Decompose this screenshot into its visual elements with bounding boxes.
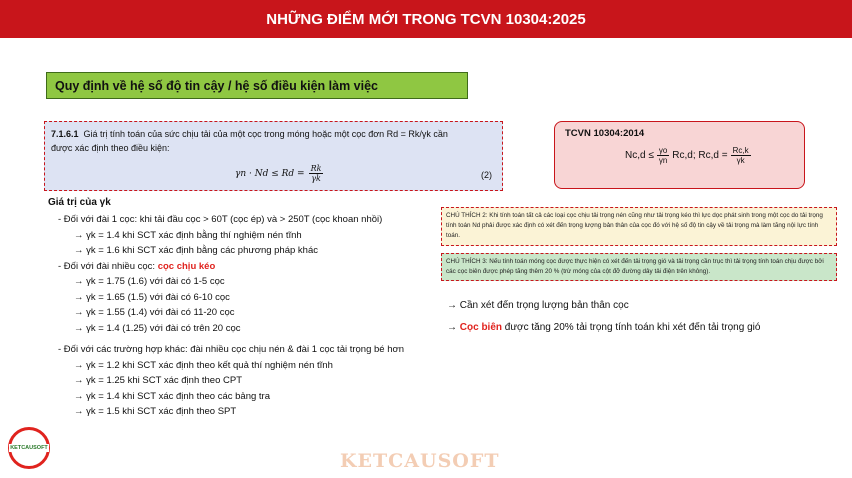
arrow-prefix: → [447, 322, 460, 333]
formula-fraction [309, 164, 324, 183]
clause-formula [235, 164, 323, 183]
fraction-numerator: Rk [310, 164, 322, 173]
clause-text-1: Giá trị tính toán của sức chịu tải của một cọc trong móng hoặc một cọc đơn R [83, 129, 394, 139]
list-item: → γk = 1.55 (1.4) với đài có 11-20 cọc [74, 307, 235, 318]
list-item: → γk = 1.6 khi SCT xác định bằng các phương pháp khác [74, 245, 318, 256]
clause-text-1-tail: d = Rk/γk cần [393, 129, 448, 139]
list-item: → γk = 1.4 khi SCT xác định bằng thí nghiệm nén tĩnh [74, 229, 302, 241]
page-header [0, 0, 852, 38]
tcvn-label: TCVN 10304:2014 [565, 128, 645, 139]
arrow-note-2 [447, 317, 760, 339]
note-2: CHÚ THÍCH 2: Khi tính toán tất cả các loại cọc chịu tải trọng nén cũng như tải trọng kéo thì lực dọc phát sinh trong một cọc do tải trọng tính toán Nd phải được xác định có xét đến trọng lượng bản thân của cọc đó với hệ số độ tin cậy về tải trọng mà làm tăng nội lực tính toán. [441, 207, 837, 246]
arrow-tail: được tăng 20% tải trọng tính toán khi xét đến tải trọng gió [502, 322, 761, 333]
list-item: → γk = 1.5 khi SCT xác định theo SPT [74, 406, 237, 417]
arrow-notes [447, 295, 760, 339]
tcvn-formula [625, 146, 751, 165]
arrow-note-1: → Cần xét đến trọng lượng bản thân cọc [447, 300, 629, 311]
multi-prefix: - Đối với đài nhiều cọc: [58, 260, 158, 272]
ketcausoft-logo [8, 427, 50, 469]
tcvn-frac-2-den: γk [736, 156, 745, 165]
list-item: - Đối với đài 1 cọc: khi tải đầu cọc > 60T (cọc ép) và > 250T (cọc khoan nhồi) [58, 214, 383, 225]
arrow-red-text: Cọc biên [459, 322, 503, 333]
values-heading: Giá trị của γk [48, 197, 111, 208]
logo-text: KETCAUSOFT [10, 445, 48, 451]
values-list [58, 212, 404, 420]
formula-lhs: γn · Nd ≤ Rd = [235, 168, 305, 179]
section-title: Quy định về hệ số độ tin cậy / hệ số điều kiện làm việc [46, 72, 468, 99]
tcvn-frac-1-den: γn [658, 156, 668, 165]
tcvn-frac-1 [657, 146, 669, 165]
watermark: KETCAUSOFT [340, 450, 500, 472]
list-item: → γk = 1.25 khi SCT xác định theo CPT [74, 375, 242, 386]
fraction-denominator: γk [311, 174, 321, 183]
equation-number: (2) [481, 170, 492, 180]
tcvn-frac-2 [731, 146, 751, 165]
list-item: - Đối với các trường hợp khác: đài nhiều cọc chịu nén & đài 1 cọc tải trọng bé hơn [58, 344, 405, 355]
list-item: → γk = 1.75 (1.6) với đài có 1-5 cọc [74, 276, 225, 287]
tcvn-frac-2-num: Rc,k [732, 146, 749, 155]
clause-text-2: được xác định theo điều kiện: [51, 143, 170, 153]
list-item: → γk = 1.4 khi SCT xác định theo các bảng tra [74, 390, 270, 402]
tcvn-frac-1-num: γo [658, 146, 668, 155]
list-item: → γk = 1.4 (1.25) với đài có trên 20 cọc [74, 322, 241, 334]
page-title: NHỮNG ĐIỂM MỚI TRONG TCVN 10304:2025 [266, 10, 586, 28]
note-3: CHÚ THÍCH 3: Nếu tính toán móng cọc được thực hiện có xét đến tải trọng gió và tải trọng cần trục thì tải trọng tính toán chịu được bởi các cọc biên được phép tăng thêm 20 % (trừ móng của cột đỡ đường dây tải điện trên không). [441, 253, 837, 281]
tcvn-2014-box [554, 121, 805, 189]
tcvn-mid: Rc,d; Rc,d = [672, 150, 728, 161]
multi-red-text: cọc chịu kéo [157, 260, 216, 272]
tcvn-lhs: Nc,d ≤ [625, 150, 654, 161]
list-item: → γk = 1.2 khi SCT xác định theo kết quả thí nghiệm nén tĩnh [74, 359, 333, 371]
clause-box [44, 121, 503, 191]
clause-number: 7.1.6.1 [51, 129, 79, 139]
list-item: → γk = 1.65 (1.5) với đài có 6-10 cọc [74, 291, 230, 303]
list-item [58, 259, 404, 275]
